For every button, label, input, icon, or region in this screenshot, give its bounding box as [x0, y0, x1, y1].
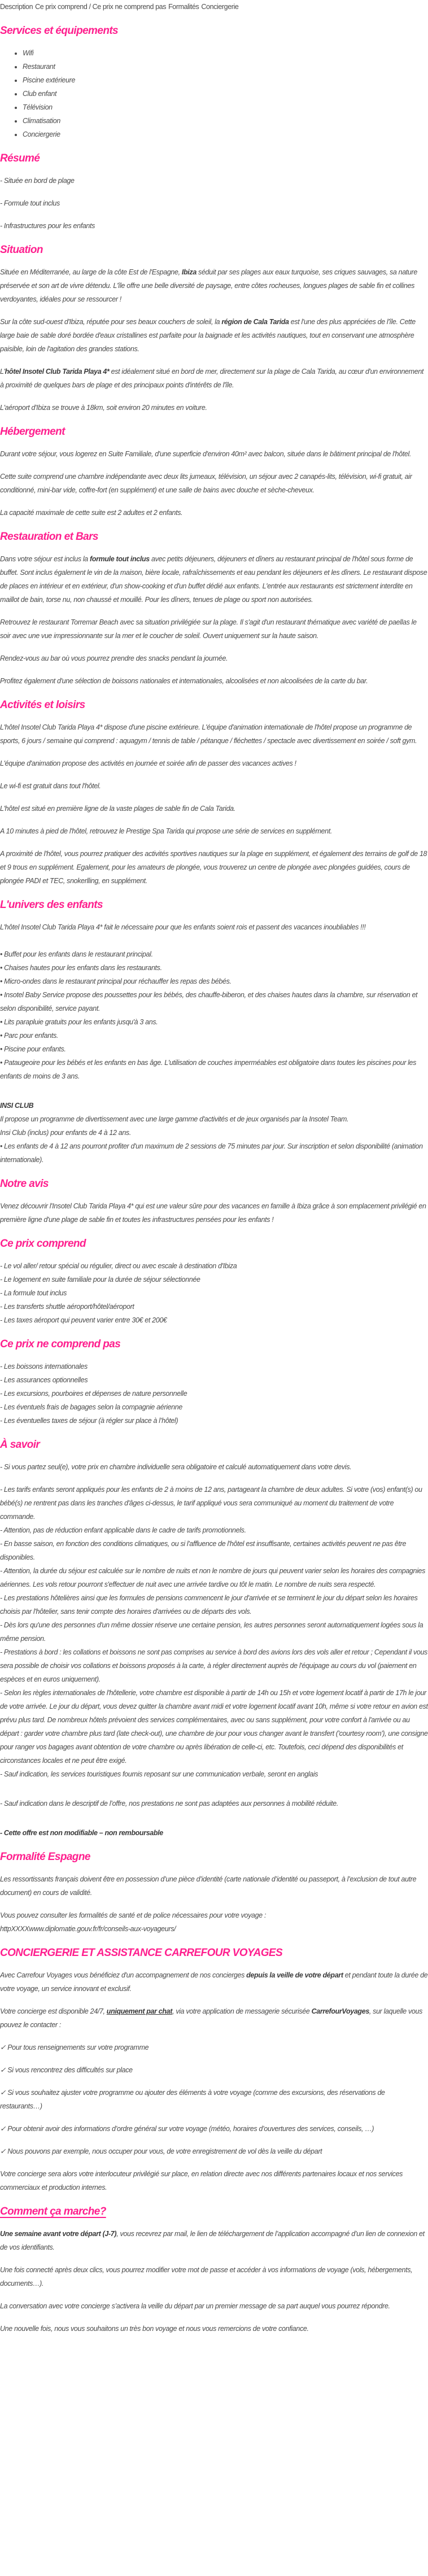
- kids-facilities-list: [0, 948, 428, 1083]
- list-item: • Lits parapluie gratuits pour les enfants jusqu'à 3 ans.: [0, 1018, 158, 1026]
- paragraph: Durant votre séjour, vous logerez en Suite Familiale, d'une superficie d'environ 40m² avec balcon, située dans le bâtiment principal de l'hôtel.: [0, 450, 412, 458]
- list-item: • Pataugeoire pour les bébés et les enfants en bas âge. L'utilisation de couches imperméables est obligatoire dans toutes les piscines pour les enfants de moins de 3 ans.: [0, 1059, 417, 1080]
- amenity-item: • Télévision: [23, 101, 428, 114]
- list-item: - Selon les règles internationales de l'hôtellerie, votre chambre est disponible à partir de 14h ou 15h et votre logement locatif à partir de 17h le jour de votre arrivée. Le jour du départ, vous devez quitter la chambre avant midi et votre logement locatif avant 10h, même si votre retour en avion est prévu plus tard. De nombreux hôtels prévoient des services complémentaires, avec ou sans supplément, pour votre confort à l'arrivée ou au départ : garder votre chambre plus tard (late check-out), une chambre de jour pour vous changer avant le transfert ('courtesy room'), une consigne pour ranger vos bagages avant obtention de votre chambre ou après libération de celle-ci, etc. Toutefois, ceci dépend des disponibilités et circonstances locales et ne peut être exigé.: [0, 1689, 428, 1765]
- list-item: - Prestations à bord : les collations et boissons ne sont pas comprises au service à bord des avions lors des vols aller et retour ; Cependant il vous sera possible de choisir vos collations et boissons proposés à la carte, à régler directement auprès de l'équipage au cours du vol (paiement en espèces et en euros uniquement).: [0, 1648, 427, 1683]
- paragraph: Rendez-vous au bar où vous pourrez prendre des snacks pendant la journée.: [0, 654, 228, 662]
- included-list: [0, 1259, 428, 1327]
- section-prix-comprend: [0, 1237, 428, 1327]
- list-item: - Sauf indication, les services touristiques fournis reposant sur une communication verbale, seront en anglais: [0, 1770, 318, 1778]
- paragraph: - Si vous partez seul(e), votre prix en chambre individuelle sera obligatoire et calculé automatiquement dans votre devis.: [0, 1463, 352, 1471]
- section-hebergement: [0, 425, 428, 519]
- paragraph: L'hôtel Insotel Club Tarida Playa 4* est idéalement situé en bord de mer, directement sur la plage de Cala Tarida, au cœur d'un environnement à proximité de quelques bars de plage et des principaux points d'intérêts de l'île.: [0, 368, 424, 389]
- excluded-list: [0, 1360, 428, 1427]
- paragraph: L'aéroport d'Ibiza se trouve à 18km, soit environ 20 minutes en voiture.: [0, 404, 207, 412]
- paragraph: Une nouvelle fois, nous vous souhaitons un très bon voyage et nous vous remercions de votre confiance.: [0, 2325, 309, 2333]
- section-avis: [0, 1177, 428, 1226]
- section-activites: [0, 698, 428, 888]
- list-item: Il propose un programme de divertissement avec une large gamme d'activités et de jeux organisés par la Insotel Team.: [0, 1115, 349, 1123]
- paragraph: Retrouvez le restaurant Torremar Beach avec sa situation privilégiée sur la plage. Il s'agit d'un restaurant thématique avec variété de paellas le soir avec une vue impressionnante sur la mer et le coucher de soleil. Ouvert uniquement sur la haute saison.: [0, 618, 417, 640]
- paragraph: Sur la côte sud-ouest d'Ibiza, réputée pour ses beaux couchers de soleil, la région de Cala Tarida est l'une des plus appréciées de l'île. Cette large baie de sable doré bordée d'eaux cristallines est parfaite pour la baignade et les activités nautiques, tout en conservant une atmosphère paisible, loin de l'agitation des grandes stations.: [0, 318, 416, 353]
- paragraph: Le wi-fi est gratuit dans tout l'hôtel.: [0, 782, 101, 790]
- list-item: - Les boissons internationales: [0, 1363, 88, 1370]
- list-item: - Les éventuelles taxes de séjour (à régler sur place à l’hôtel): [0, 1417, 178, 1425]
- notes-list: [0, 1483, 428, 1781]
- paragraph: Vous pouvez consulter les formalités de santé et de police nécessaires pour votre voyage :: [0, 1911, 267, 1919]
- list-item: - Les transferts shuttle aéroport/hôtel/aéroport: [0, 1303, 134, 1311]
- tab-prix[interactable]: Ce prix comprend / Ce prix ne comprend pas: [35, 3, 167, 11]
- section-title: Comment ça marche?: [0, 2206, 106, 2217]
- insi-club-block: [0, 1099, 428, 1167]
- paragraph: L'hôtel est situé en première ligne de la vaste plages de sable fin de Cala Tarida.: [0, 805, 235, 813]
- section-title: Notre avis: [0, 1178, 49, 1190]
- tab-conciergerie[interactable]: Conciergerie: [201, 3, 239, 11]
- amenity-item: • Wifi: [23, 46, 428, 60]
- paragraph: Profitez également d'une sélection de boissons nationales et internationales, alcoolisées et non alcoolisées de la carte du bar.: [0, 677, 368, 685]
- section-title: Activités et loisirs: [0, 699, 85, 711]
- paragraph: Venez découvrir l'Insotel Club Tarida Playa 4* qui est une valeur sûre pour des vacances en famille à Ibiza grâce à son emplacement privilégié en première ligne d'une plage de sable fin et toutes les infrastructures pensées pour les enfants !: [0, 1202, 426, 1224]
- list-item: - Les assurances optionnelles: [0, 1376, 88, 1384]
- section-enfants: [0, 898, 428, 1167]
- list-item: - Les prestations hôtelières ainsi que les formules de pensions commencent le jour d'arrivée et se terminent le jour du départ selon les horaires choisis par l'hôtelier, sans tenir compte des horaires d'arrivées ou de départs des vols.: [0, 1594, 418, 1616]
- amenity-item: • Piscine extérieure: [23, 73, 428, 87]
- paragraph: Votre concierge est disponible 24/7, uniquement par chat, via votre application de messagerie sécurisée CarrefourVoyages, sur laquelle vous pouvez le contacter :: [0, 2007, 423, 2029]
- section-title: L'univers des enfants: [0, 899, 103, 911]
- paragraph: L'hôtel Insotel Club Tarida Playa 4* dispose d'une piscine extérieure. L'équipe d'animation internationale de l'hôtel propose un programme de sports, 6 jours / semaine qui comprend : aquagym / tennis de table / pétanque / fléchettes / spectacle avec divertissement en soirée / soft gym.: [0, 723, 417, 745]
- list-item: • Buffet pour les enfants dans le restaurant principal.: [0, 950, 153, 958]
- paragraph: Cette suite comprend une chambre indépendante avec deux lits jumeaux, télévision, un séjour avec 2 canapés-lits, télévision, wi-fi gratuit, air conditionné, mini-bar vide, coffre-fort (en supplément) et une salle de bains avec douche et sèche-cheveux.: [0, 473, 412, 494]
- list-item: - Le vol aller/ retour spécial ou régulier, direct ou avec escale à destination d'Ibiza: [0, 1262, 237, 1270]
- check-item: ✓ Nous pouvons par exemple, nous occuper pour vous, de votre enregistrement de vol dès la veille du départ: [0, 2147, 322, 2155]
- check-item: ✓ Si vous rencontrez des difficultés sur place: [0, 2066, 133, 2074]
- check-item: ✓ Pour tous renseignements sur votre programme: [0, 2044, 149, 2051]
- section-title: CONCIERGERIE ET ASSISTANCE CARREFOUR VOYAGES: [0, 1947, 283, 1959]
- paragraph: L'hôtel Insotel Club Tarida Playa 4* fait le nécessaire pour que les enfants soient rois et passent des vacances inoubliables !!!: [0, 923, 366, 931]
- list-item: - En basse saison, en fonction des conditions climatiques, ou si l'affluence de l'hôtel est insuffisante, certaines activités peuvent ne pas être disponibles.: [0, 1540, 407, 1561]
- paragraph: L'équipe d'animation propose des activités en journée et soirée afin de passer des vacances actives !: [0, 759, 296, 767]
- list-item: • Micro-ondes dans le restaurant principal pour réchauffer les repas des bébés.: [0, 977, 232, 985]
- section-title: Formalité Espagne: [0, 1851, 90, 1863]
- list-item: - Le logement en suite familiale pour la durée de séjour sélectionnée: [0, 1276, 200, 1283]
- section-conciergerie: [0, 1946, 428, 2194]
- list-item: - Les taxes aéroport qui peuvent varier entre 30€ et 200€: [0, 1316, 167, 1324]
- paragraph: Les ressortissants français doivent être en possession d’une pièce d’identité (carte nationale d’identité ou passeport, à l’exclusion de tout autre document) en cours de validité.: [0, 1875, 417, 1897]
- non-refundable-note: - Cette offre est non modifiable – non remboursable: [0, 1829, 163, 1837]
- section-resume: [0, 151, 428, 233]
- diplomatie-link[interactable]: httpXXXXwww.diplomatie.gouv.fr/fr/conseils-aux-voyageurs/: [0, 1925, 176, 1933]
- tab-description[interactable]: Description: [0, 3, 33, 11]
- section-title: À savoir: [0, 1439, 40, 1451]
- paragraph: - Sauf indication dans le descriptif de l’offre, nos prestations ne sont pas adaptées aux personnes à mobilité réduite.: [0, 1800, 339, 1807]
- paragraph: Une fois connecté après deux clics, vous pourrez modifier votre mot de passe et accéder à vos informations de voyage (vols, hébergements, documents…).: [0, 2266, 413, 2287]
- list-item: - Les éventuels frais de bagages selon la compagnie aérienne: [0, 1403, 182, 1411]
- section-title: Ce prix comprend: [0, 1238, 86, 1250]
- tab-strip: [0, 0, 428, 14]
- section-formalite: [0, 1850, 428, 1936]
- amenity-item: • Climatisation: [23, 114, 428, 128]
- section-restauration: [0, 530, 428, 688]
- list-item: - Les tarifs enfants seront appliqués pour les enfants de 2 à moins de 12 ans, partageant la chambre de deux adultes. Si votre (vos) enfant(s) ou bébé(s) ne rentrent pas dans les tranches d'âges ci-dessus, le tarif appliqué vous sera communiqué au moment du traitement de votre commande.: [0, 1486, 422, 1521]
- list-item: • Chaises hautes pour les enfants dans les restaurants.: [0, 964, 162, 972]
- amenities-list: [0, 46, 428, 141]
- section-title: Hébergement: [0, 426, 65, 438]
- list-item: - Les excursions, pourboires et dépenses de nature personnelle: [0, 1390, 187, 1398]
- paragraph: Avec Carrefour Voyages vous bénéficiez d'un accompagnement de nos concierges depuis la veille de votre départ et pendant toute la durée de votre voyage, un service innovant et exclusif.: [0, 1971, 428, 1993]
- paragraph: Une semaine avant votre départ (J-7), vous recevrez par mail, le lien de téléchargement de l’application accompagné d’un lien de connexion et de vos identifiants.: [0, 2230, 425, 2251]
- list-item: • Piscine pour enfants.: [0, 1045, 66, 1053]
- list-item: Insi Club (inclus) pour enfants de 4 à 12 ans.: [0, 1129, 131, 1137]
- paragraph: A 10 minutes à pied de l'hôtel, retrouvez le Prestige Spa Tarida qui propose une série de services en supplément.: [0, 827, 332, 835]
- list-item: • Parc pour enfants.: [0, 1032, 58, 1040]
- list-item: - Dès lors qu'une des personnes d'un même dossier réserve une certaine pension, les autres personnes seront automatiquement logées sous la même pension.: [0, 1621, 423, 1643]
- section-comment-ca-marche: [0, 2204, 428, 2335]
- paragraph: Dans votre séjour est inclus la formule tout inclus avec petits déjeuners, déjeuners et dîners au restaurant principal de l'hôtel sous forme de buffet. Sont inclus également le vin de la maison, bière locale, rafraîchissements et eau pendant les déjeuners et les dîners. Le restaurant dispose de places en intérieur et en extérieur, d'un show-cooking et d'un buffet dédié aux enfants. L'entrée aux restaurants est strictement interdite en maillot de bain, torse nu, non chaussé et mouillé. Pour les dîners, tenues de plage ou sport non autorisées.: [0, 555, 427, 604]
- check-item: ✓ Pour obtenir avoir des informations d’ordre général sur votre voyage (météo, horaires d’ouvertures des services, conseils, …): [0, 2125, 374, 2133]
- resume-item: - Infrastructures pour les enfants: [0, 222, 95, 230]
- amenity-item: • Club enfant: [23, 87, 428, 101]
- list-item: • Les enfants de 4 à 12 ans pourront profiter d'un maximum de 2 sessions de 75 minutes par jour. Sur inscription et selon disponibilité (animation internationale).: [0, 1142, 423, 1164]
- section-title: Situation: [0, 244, 43, 256]
- paragraph: La capacité maximale de cette suite est 2 adultes et 2 enfants.: [0, 509, 183, 517]
- list-item: - Attention, pas de réduction enfant applicable dans le cadre de tarifs promotionnels.: [0, 1526, 246, 1534]
- amenity-item: • Restaurant: [23, 60, 428, 73]
- paragraph: La conversation avec votre concierge s’activera la veille du départ par un premier message de sa part auquel vous pourrez répondre.: [0, 2302, 390, 2310]
- section-prix-ne-comprend-pas: [0, 1337, 428, 1427]
- section-title: Services et équipements: [0, 25, 119, 37]
- list-item: - La formule tout inclus: [0, 1289, 67, 1297]
- insi-club-title: INSI CLUB: [0, 1102, 34, 1110]
- paragraph: Située en Méditerranée, au large de la côte Est de l'Espagne, Ibiza séduit par ses plages aux eaux turquoise, ses criques sauvages, sa nature préservée et son art de vivre détendu. L'île offre une belle diversité de paysage, entre côtes rocheuses, longues plages de sable fin et collines verdoyantes, idéales pour se ressourcer !: [0, 268, 417, 303]
- section-title: Restauration et Bars: [0, 531, 98, 543]
- section-situation: [0, 243, 428, 414]
- section-title: Ce prix ne comprend pas: [0, 1338, 121, 1350]
- amenity-item: • Conciergerie: [23, 128, 428, 141]
- resume-item: - Formule tout inclus: [0, 199, 60, 207]
- resume-item: - Située en bord de plage: [0, 177, 75, 185]
- section-title: Résumé: [0, 152, 40, 164]
- paragraph: Votre concierge sera alors votre interlocuteur privilégié sur place, en relation directe avec nos différents partenaires locaux et nos services commerciaux et production internes.: [0, 2170, 403, 2191]
- section-a-savoir: [0, 1438, 428, 1840]
- list-item: • Insotel Baby Service propose des poussettes pour les bébés, des chauffe-biberon, et des chaises hautes dans la chambre, sur réservation et selon disponibilité, service payant.: [0, 991, 418, 1012]
- section-services: [0, 24, 428, 141]
- list-item: - Attention, la durée du séjour est calculée sur le nombre de nuits et non le nombre de jours qui peuvent varier selon les horaires des compagnies aériennes. Les vols retour pourront s'effectuer de nuit avec une arrivée tardive ou tôt le matin. Le nombre de nuits sera respecté.: [0, 1567, 426, 1588]
- check-item: ✓ Si vous souhaitez ajuster votre programme ou ajouter des éléments à votre voyage (comme des excursions, des réservations de restaurants…): [0, 2089, 385, 2110]
- tab-formalites[interactable]: Formalités: [168, 3, 199, 11]
- paragraph: A proximité de l'hôtel, vous pourrez pratiquer des activités sportives nautiques sur la plage en supplément, et également des terrains de golf de 18 et 9 trous en supplément. Egalement, pour les amateurs de plongée, vous trouverez un centre de plongée avec plongées guidées, cours de plongée PADI et TEC, snokerlling, en supplément.: [0, 850, 427, 885]
